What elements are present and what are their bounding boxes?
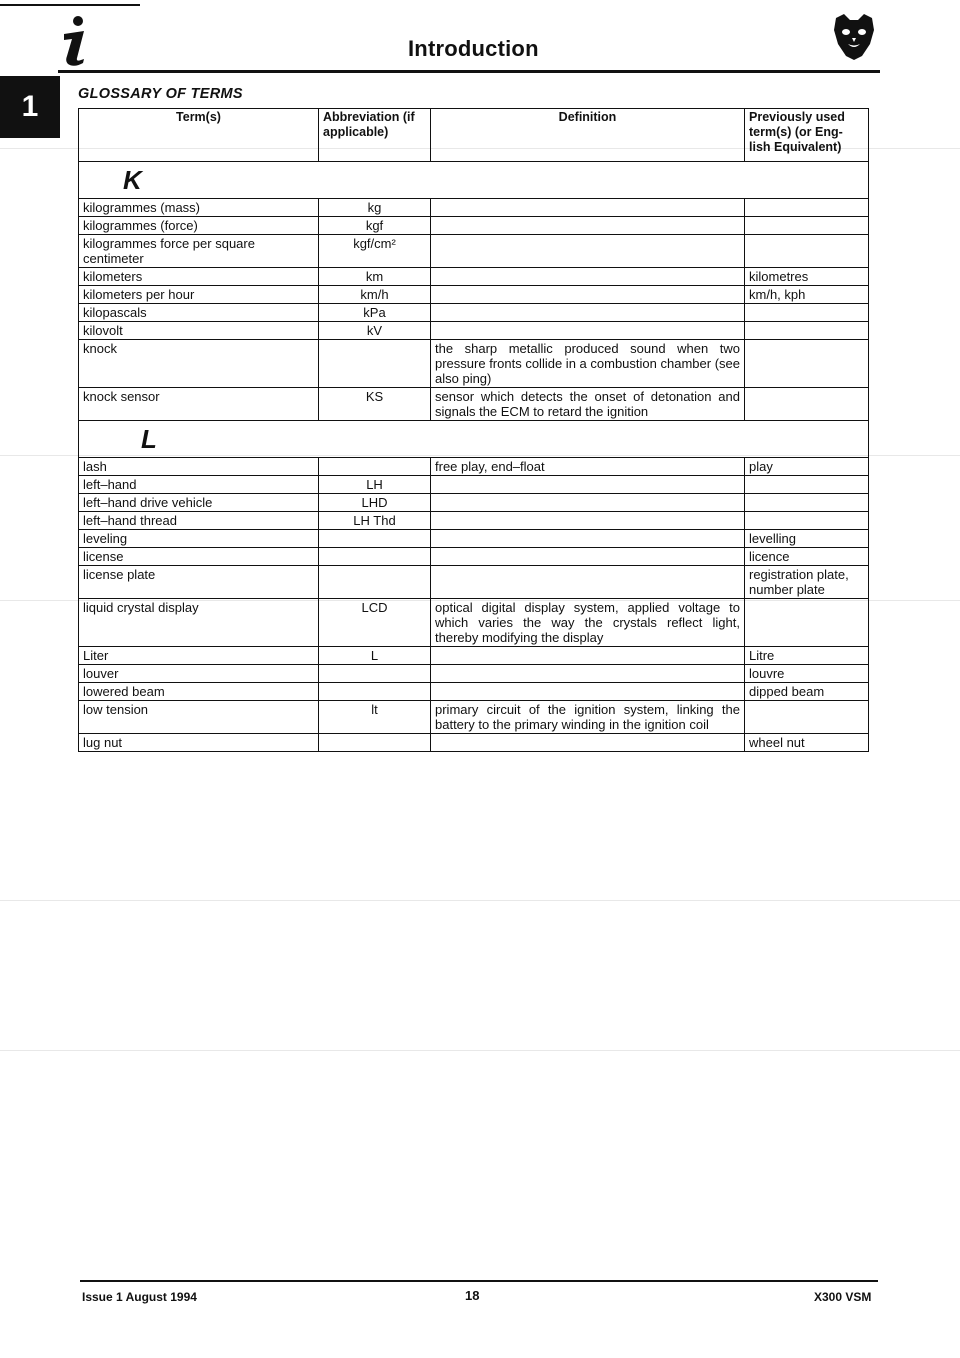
previous-term-cell: wheel nut	[745, 734, 869, 752]
table-row	[79, 304, 869, 322]
term-cell: kilogrammes (force)	[79, 217, 319, 235]
section-k-body	[79, 162, 869, 421]
previous-term-cell	[745, 322, 869, 340]
abbreviation-cell	[319, 548, 431, 566]
table-row	[79, 199, 869, 217]
abbreviation-cell: L	[319, 647, 431, 665]
previous-term-cell	[745, 494, 869, 512]
definition-cell	[431, 512, 745, 530]
term-cell: lowered beam	[79, 683, 319, 701]
table-row	[79, 458, 869, 476]
previous-term-cell	[745, 599, 869, 647]
definition-cell	[431, 665, 745, 683]
definition-cell	[431, 322, 745, 340]
table-header-row	[79, 109, 869, 162]
abbreviation-cell	[319, 340, 431, 388]
table-row	[79, 548, 869, 566]
term-cell: license plate	[79, 566, 319, 599]
definition-cell	[431, 217, 745, 235]
definition-cell	[431, 734, 745, 752]
definition-cell	[431, 548, 745, 566]
table-row	[79, 340, 869, 388]
term-cell: low tension	[79, 701, 319, 734]
previous-term-cell	[745, 340, 869, 388]
term-cell: louver	[79, 665, 319, 683]
previous-term-cell: km/h, kph	[745, 286, 869, 304]
section-letter-row	[79, 421, 869, 458]
previous-term-cell: kilometres	[745, 268, 869, 286]
term-cell: knock sensor	[79, 388, 319, 421]
footer-issue: Issue 1 August 1994	[82, 1290, 197, 1304]
footer-manual: X300 VSM	[814, 1290, 872, 1304]
definition-cell	[431, 235, 745, 268]
table-row	[79, 647, 869, 665]
definition-cell: free play, end–float	[431, 458, 745, 476]
previous-term-cell	[745, 701, 869, 734]
term-cell: kilogrammes (mass)	[79, 199, 319, 217]
definition-cell: the sharp metallic produced sound when two pressure fronts collide in a combustion chamber (see also ping)	[431, 340, 745, 388]
term-cell: knock	[79, 340, 319, 388]
section-letter-row	[79, 162, 869, 199]
section-l-body	[79, 421, 869, 752]
table-row	[79, 566, 869, 599]
definition-cell	[431, 286, 745, 304]
previous-term-cell	[745, 476, 869, 494]
table-row	[79, 530, 869, 548]
previous-term-cell: Litre	[745, 647, 869, 665]
scan-line	[0, 1050, 960, 1051]
definition-cell	[431, 268, 745, 286]
table-row	[79, 683, 869, 701]
previous-term-cell: louvre	[745, 665, 869, 683]
definition-cell	[431, 476, 745, 494]
page-title: Introduction	[408, 36, 539, 61]
section-letter-k: K	[79, 162, 869, 199]
term-cell: kilometers per hour	[79, 286, 319, 304]
table-row	[79, 286, 869, 304]
definition-cell	[431, 199, 745, 217]
table-row	[79, 701, 869, 734]
header-definition: Definition	[431, 109, 745, 162]
abbreviation-cell: LCD	[319, 599, 431, 647]
previous-term-cell	[745, 304, 869, 322]
table-row	[79, 512, 869, 530]
section-heading: GLOSSARY OF TERMS	[78, 86, 243, 102]
abbreviation-cell: kV	[319, 322, 431, 340]
scan-line	[0, 900, 960, 901]
table-row	[79, 734, 869, 752]
jaguar-logo-icon	[832, 12, 876, 62]
table-row	[79, 322, 869, 340]
table-row	[79, 268, 869, 286]
term-cell: kilopascals	[79, 304, 319, 322]
definition-cell	[431, 530, 745, 548]
table-row	[79, 235, 869, 268]
abbreviation-cell: kgf/cm²	[319, 235, 431, 268]
table-row	[79, 388, 869, 421]
info-icon	[54, 14, 94, 66]
term-cell: left–hand	[79, 476, 319, 494]
table-row	[79, 476, 869, 494]
term-cell: lash	[79, 458, 319, 476]
previous-term-cell	[745, 217, 869, 235]
previous-term-cell	[745, 199, 869, 217]
abbreviation-cell: LH Thd	[319, 512, 431, 530]
abbreviation-cell	[319, 458, 431, 476]
abbreviation-cell: kPa	[319, 304, 431, 322]
term-cell: kilometers	[79, 268, 319, 286]
term-cell: Liter	[79, 647, 319, 665]
abbreviation-cell: LHD	[319, 494, 431, 512]
previous-term-cell	[745, 512, 869, 530]
term-cell: kilogrammes force per square centimeter	[79, 235, 319, 268]
chapter-tab: 1	[0, 76, 60, 138]
previous-term-cell	[745, 235, 869, 268]
definition-cell: sensor which detects the onset of detonation and signals the ECM to retard the ignition	[431, 388, 745, 421]
header-abbreviation: Abbreviation (if applicable)	[319, 109, 431, 162]
definition-cell	[431, 494, 745, 512]
abbreviation-cell: LH	[319, 476, 431, 494]
previous-term-cell: levelling	[745, 530, 869, 548]
definition-cell	[431, 647, 745, 665]
footer-page-number: 18	[465, 1288, 480, 1303]
abbreviation-cell	[319, 734, 431, 752]
previous-term-cell: play	[745, 458, 869, 476]
footer-rule	[80, 1280, 878, 1282]
table-row	[79, 217, 869, 235]
abbreviation-cell	[319, 530, 431, 548]
header-rule	[58, 70, 880, 73]
previous-term-cell: registration plate, number plate	[745, 566, 869, 599]
table-row	[79, 599, 869, 647]
header-previous: Previously used term(s) (or Eng-lish Equivalent)	[745, 109, 869, 162]
term-cell: license	[79, 548, 319, 566]
term-cell: leveling	[79, 530, 319, 548]
term-cell: left–hand drive vehicle	[79, 494, 319, 512]
glossary-table	[78, 108, 869, 752]
header-term: Term(s)	[79, 109, 319, 162]
previous-term-cell: licence	[745, 548, 869, 566]
definition-cell: primary circuit of the ignition system, linking the battery to the primary winding in the ignition coil	[431, 701, 745, 734]
table-row	[79, 665, 869, 683]
abbreviation-cell: lt	[319, 701, 431, 734]
abbreviation-cell: kgf	[319, 217, 431, 235]
abbreviation-cell: kg	[319, 199, 431, 217]
table-row	[79, 494, 869, 512]
abbreviation-cell	[319, 665, 431, 683]
abbreviation-cell: km	[319, 268, 431, 286]
previous-term-cell: dipped beam	[745, 683, 869, 701]
abbreviation-cell	[319, 683, 431, 701]
abbreviation-cell: KS	[319, 388, 431, 421]
definition-cell	[431, 566, 745, 599]
section-letter-l: L	[79, 421, 869, 458]
definition-cell: optical digital display system, applied voltage to which varies the way the crystals reflect light, thereby modifying the display	[431, 599, 745, 647]
definition-cell	[431, 683, 745, 701]
top-edge-rule	[0, 4, 140, 6]
definition-cell	[431, 304, 745, 322]
abbreviation-cell	[319, 566, 431, 599]
term-cell: kilovolt	[79, 322, 319, 340]
term-cell: left–hand thread	[79, 512, 319, 530]
abbreviation-cell: km/h	[319, 286, 431, 304]
term-cell: lug nut	[79, 734, 319, 752]
term-cell: liquid crystal display	[79, 599, 319, 647]
previous-term-cell	[745, 388, 869, 421]
